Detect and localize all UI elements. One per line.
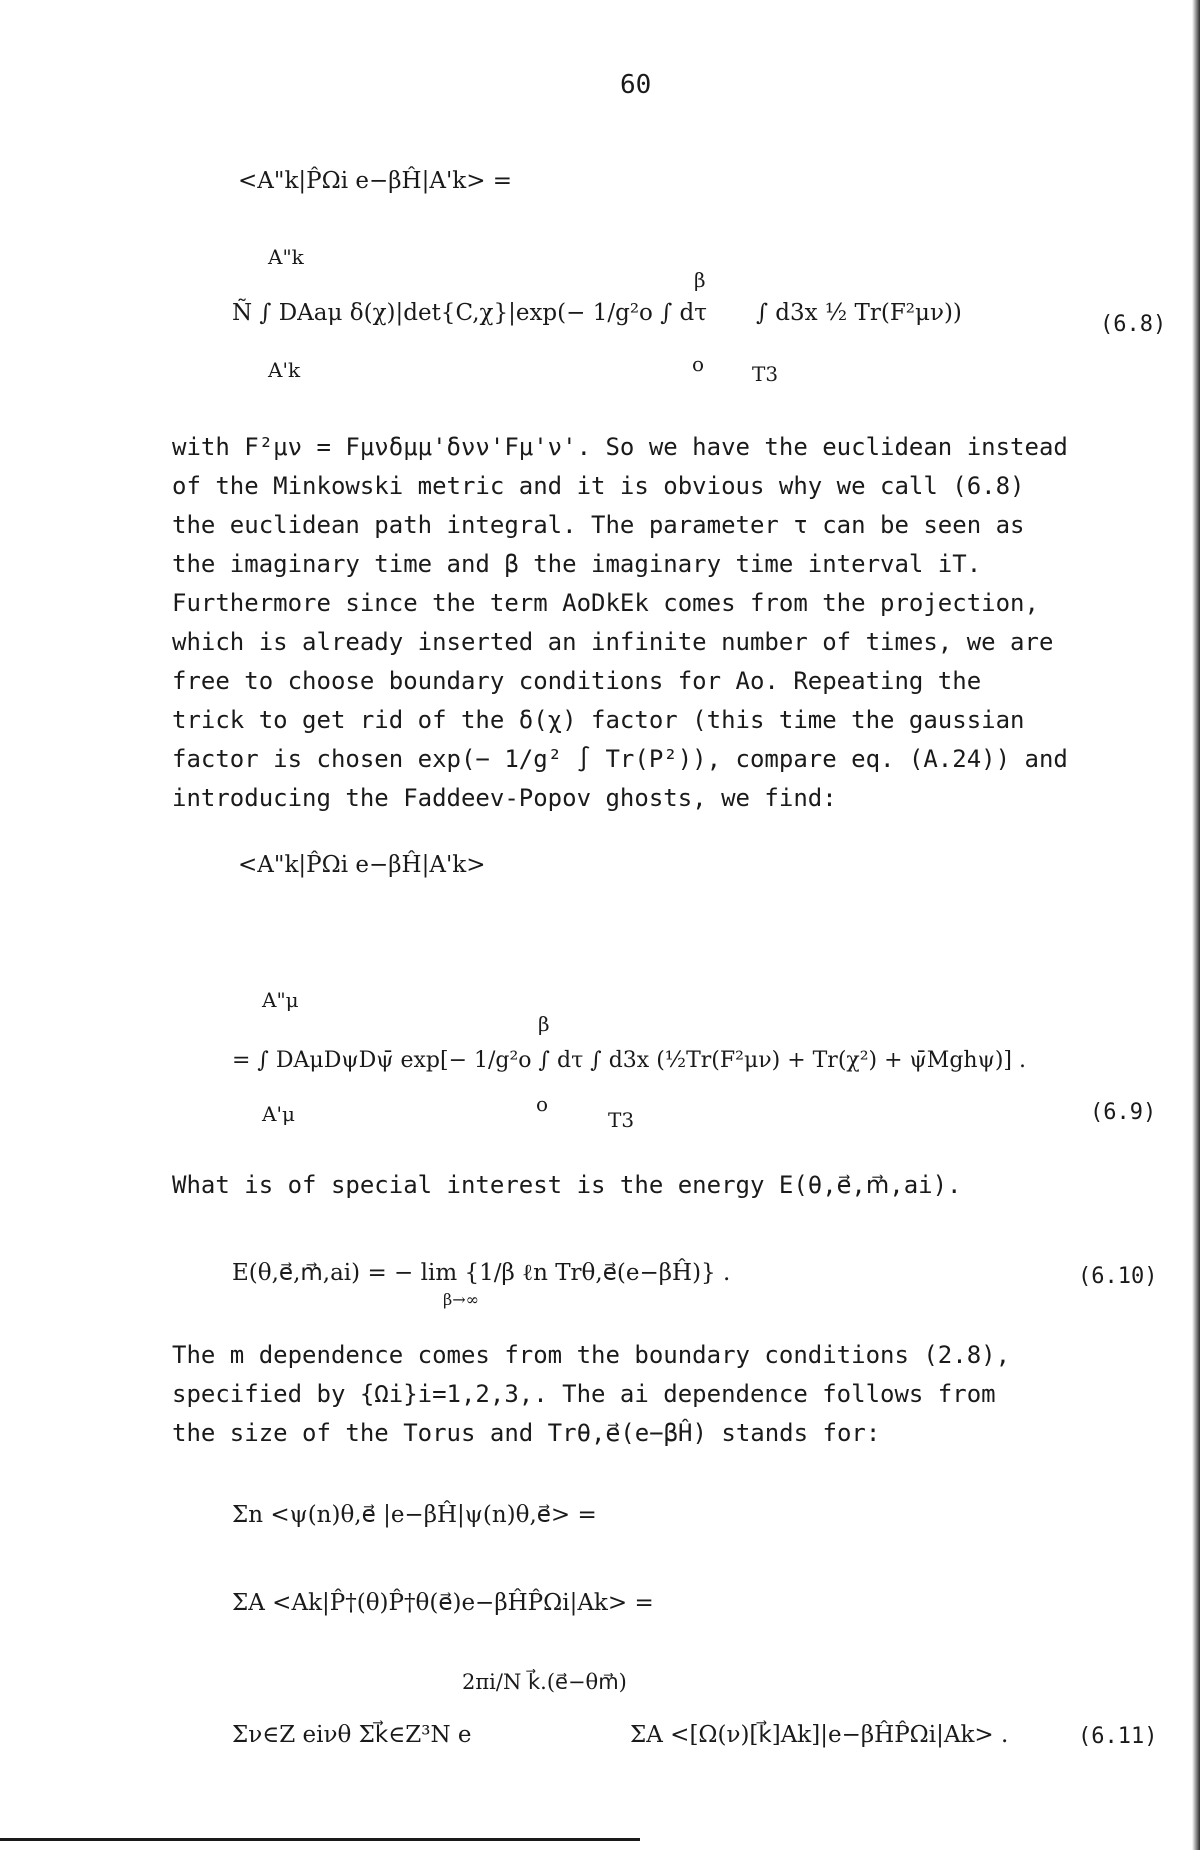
paragraph-2: What is of special interest is the energy E(θ,e⃗,m⃗,ai). xyxy=(172,1171,962,1199)
eq-6-9-upper-limit: A"μ xyxy=(262,988,299,1012)
eq-6-9-beta-limit: β xyxy=(538,1012,550,1036)
eq-6-8-upper-limit: A"k xyxy=(268,245,304,269)
paragraph-3-line: the size of the Torus and Trθ,e⃗(e−βĤ) stands for: xyxy=(172,1419,881,1447)
eq-6-9-t3: T3 xyxy=(608,1108,635,1132)
paragraph-1-line: with F²μν = Fμνδμμ'δνν'Fμ'ν'. So we have the euclidean instead xyxy=(172,433,1068,461)
eq-6-11-line-2: ΣA <Ak|P̂†(θ)P̂†θ(e⃗)e−βĤP̂Ωi|Ak> = xyxy=(232,1590,654,1616)
paragraph-1-line: which is already inserted an infinite number of times, we are xyxy=(172,628,1054,656)
eq-6-8-lower-o: o xyxy=(692,352,705,376)
eq-6-10-number: (6.10) xyxy=(1078,1264,1158,1289)
eq-6-10-lim-sub: β→∞ xyxy=(443,1290,479,1309)
eq-6-10-body: E(θ,e⃗,m⃗,ai) = − lim {1/β ℓn Trθ,e⃗(e−βĤ)} . xyxy=(232,1260,731,1286)
paragraph-1-line: trick to get rid of the δ(χ) factor (this time the gaussian xyxy=(172,706,1025,734)
page-number: 60 xyxy=(620,70,652,100)
paragraph-1-line: the imaginary time and β the imaginary time interval iT. xyxy=(172,550,982,578)
eq-6-8-lhs: <A"k|P̂Ωi e−βĤ|A'k> = xyxy=(238,168,513,194)
paragraph-3 xyxy=(172,1336,1182,1453)
eq-6-9-number: (6.9) xyxy=(1090,1100,1157,1125)
eq-6-11-line-3b: ΣA <[Ω(ν)[k⃗]Ak]|e−βĤP̂Ωi|Ak> . xyxy=(630,1722,1009,1748)
eq-6-8-body-a: Ñ ∫ DAaμ δ(χ)|det{C,χ}|exp(− 1/g²o ∫ dτ xyxy=(232,300,707,326)
eq-6-9-lhs: <A"k|P̂Ωi e−βĤ|A'k> xyxy=(238,852,486,878)
eq-6-11-exponent: 2πi/N k⃗.(e⃗−θm⃗) xyxy=(462,1670,627,1694)
eq-6-9-body: = ∫ DAμDψDψ̄ exp[− 1/g²o ∫ dτ ∫ d3x (½Tr(F²μν) + Tr(χ²) + ψ̄Mghψ)] . xyxy=(232,1048,1026,1073)
paragraph-1-line: the euclidean path integral. The parameter τ can be seen as xyxy=(172,511,1025,539)
eq-6-8-body-b: ∫ d3x ½ Tr(F²μν)) xyxy=(756,300,962,326)
eq-6-8-number: (6.8) xyxy=(1100,312,1167,337)
eq-6-8-lower-limit: A'k xyxy=(268,358,301,382)
eq-6-8-beta-limit: β xyxy=(694,268,706,292)
eq-6-9-lower-o: o xyxy=(536,1092,549,1116)
paragraph-1-line: Furthermore since the term AoDkEk comes from the projection, xyxy=(172,589,1039,617)
paragraph-3-line: specified by {Ωi}i=1,2,3,. The ai dependence follows from xyxy=(172,1380,996,1408)
eq-6-11-line-3: Σν∈Z eiνθ Σk⃗∈Z³N e xyxy=(232,1722,472,1748)
paragraph-1-line: factor is chosen exp(− 1/g² ∫ Tr(P²)), compare eq. (A.24)) and xyxy=(172,745,1068,773)
eq-6-9-lower-limit: A'μ xyxy=(262,1102,295,1126)
paragraph-1-line: introducing the Faddeev-Popov ghosts, we find: xyxy=(172,784,837,812)
paragraph-1-line: free to choose boundary conditions for Ao. Repeating the xyxy=(172,667,982,695)
page-edge-shadow xyxy=(1192,0,1200,1850)
paragraph-1-line: of the Minkowski metric and it is obvious why we call (6.8) xyxy=(172,472,1025,500)
bottom-rule xyxy=(0,1838,640,1841)
paragraph-1 xyxy=(172,428,1182,818)
eq-6-11-line-1: Σn <ψ(n)θ,e⃗ |e−βĤ|ψ(n)θ,e⃗> = xyxy=(232,1502,597,1528)
paragraph-3-line: The m dependence comes from the boundary conditions (2.8), xyxy=(172,1341,1011,1369)
eq-6-11-number: (6.11) xyxy=(1078,1724,1158,1749)
eq-6-8-t3: T3 xyxy=(752,362,779,386)
